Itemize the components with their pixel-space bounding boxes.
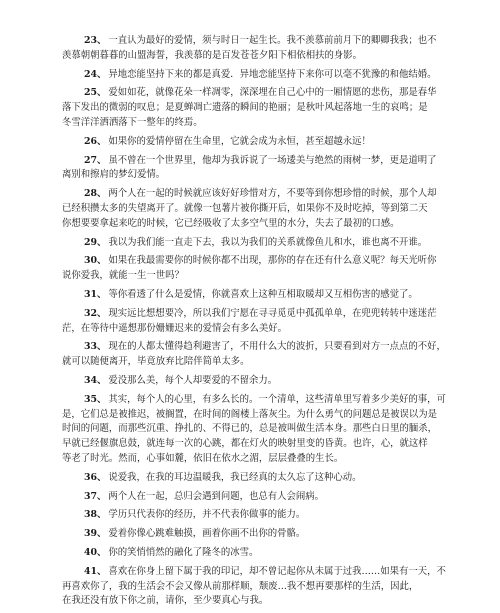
entry-number: 40、 [84,546,107,558]
entry-continuation-line [62,580,446,595]
entry-text: 喜欢在你身上留下属于我的印记，却不曾记起你从未属于过我……如果有一天，不 [108,565,446,577]
entry-first-line [62,288,446,303]
entry-text: 我以为我们能一直走下去，我以为我们的关系就像鱼儿和水，谁也离不开谁。 [108,236,428,248]
entry-first-line [62,154,446,169]
entry-number: 32、 [84,307,107,319]
entry-first-line [62,340,446,355]
entry-first-line [62,307,446,322]
entry-text: 说你爱我，就能一生一世吗？ [62,270,184,282]
list-item [62,34,446,64]
list-item [62,307,446,337]
entry-first-line [62,508,446,523]
entry-first-line [62,187,446,202]
entry-text: 一直认为最好的爱情，须与时日一起生长。我不羡慕前前月下的卿卿我我；也不 [108,35,437,46]
entry-number: 29、 [84,236,107,248]
list-item [62,393,446,467]
entry-number: 30、 [84,255,107,267]
entry-list [0,34,500,613]
entry-number: 35、 [84,393,107,405]
entry-first-line [62,393,446,408]
entry-continuation-line [62,355,446,370]
entry-number: 37、 [84,490,107,502]
entry-text: 早就已经偃旗息鼓，就连每一次的心跳，都在灯火的映射里变的昏黄。也许，心，就这样 [62,438,428,450]
entry-text: 虽不曾在一个世界里，他却为我诉说了一场逶美与绝然的雨树一梦，更是道明了 [108,154,437,166]
entry-continuation-line [62,202,446,217]
entry-number: 36、 [84,471,107,483]
entry-continuation-line [62,217,446,232]
entry-spacer [0,609,500,613]
entry-first-line [62,565,446,580]
list-item [62,154,446,184]
entry-number: 23、 [84,35,107,46]
entry-text: 其实，每个人的心里，有多么长的。一个清单，这些清单里写着多少美好的事，可 [108,393,446,405]
entry-text: 如果在我最需要你的时候你都不出现，那你的存在还有什么意义呢？每天光听你 [108,255,437,267]
entry-number: 41、 [84,565,107,577]
entry-text: 爱着你像心跳难触摸，画着你画不出你的骨骼。 [108,528,306,540]
entry-number: 39、 [84,528,107,540]
entry-text: 羡慕朝朝暮暮的山盟海誓，我羡慕的是百发苍苍夕阳下相依相扶的身影。 [62,49,363,61]
entry-text: 茫，在等待中遥想那份姗姗迟来的爱情会有多么美好。 [62,322,288,334]
entry-first-line [62,254,446,269]
entry-number: 38、 [84,509,107,521]
entry-text: 你的笑悄悄然的融化了隆冬的冰雪。 [108,546,259,558]
entry-text: 再喜欢你了，我的生活会不会又像从前那样顺，颓废…我不想再要那样的生活，因此， [62,580,419,592]
entry-text: 现在的人都太懂得趋利避害了，不用什么大的波折，只要看到对方一点点的不好， [108,341,446,353]
entry-text: 落下发出的微弱的叹息；是夏蝉凋亡遗落的瞬间的艳丽；是秋叶风起落地一生的哀鸣；是 [62,102,428,114]
entry-continuation-line [62,49,446,64]
entry-continuation-line [62,101,446,116]
entry-text: 如果你的爱情停留在生命里，它就会成为永恒，甚至超越永远！ [108,135,371,147]
entry-number: 31、 [84,288,107,300]
list-item [62,236,446,251]
entry-continuation-line [62,437,446,452]
entry-text: 学历只代表你的经历，并不代表你做事的能力。 [108,509,306,521]
entry-first-line [62,546,446,561]
entry-text: 爱如如花，就像花朵一样凋零，深深埋在自己心中的一厢情愿的悲伤，那是春华 [108,87,437,99]
entry-continuation-line [62,168,446,183]
list-item [62,288,446,303]
entry-text: 异地恋能坚持下来的都是真爱．异地恋能坚持下来你可以毫不犹豫的和他结婚。 [108,68,437,80]
entry-text: 等你看透了什么是爱情，你就喜欢上这种互相取暖却又互相伤害的感觉了。 [108,288,418,300]
list-item [62,340,446,370]
entry-continuation-line [62,116,446,131]
entry-number: 26、 [84,135,107,147]
list-item [62,490,446,505]
entry-text: 时间的问题，而那些沉重、挣扎的、不得已的，总是被叫做生活本身。那些白日里的腼杀， [62,423,438,435]
entry-text: 你想要要拿起来吃的时候，它已经吸收了太多空气里的水分，失去了最初的口感。 [62,217,400,229]
entry-number: 24、 [84,68,107,80]
entry-text: 是，它们总是被推迟，被搁置，在时间的阁楼上落灰尘。为什么勇气的问题总是被误以为是 [62,408,438,420]
entry-continuation-line [62,422,446,437]
entry-text: 离别和擦肩的梦幻爱情。 [62,169,166,181]
list-item [62,471,446,486]
entry-continuation-line [62,594,446,609]
entry-text: 爱没那么美，每个人却要爱的不留余力。 [108,374,278,386]
entry-number: 28、 [84,188,107,200]
list-item [62,565,446,609]
entry-first-line [62,236,446,251]
list-item [62,546,446,561]
list-item [62,527,446,542]
entry-continuation-line [62,322,446,337]
entry-text: 现实远比想想要冷，所以我们宁愿在寻寻觅觅中孤孤单单，在兜兜转转中迷迷茫 [108,307,437,319]
entry-text: 两个人在一起，总归会遇到问题，也总有人会闹病。 [108,490,325,502]
entry-first-line [62,374,446,389]
list-item [62,187,446,231]
entry-number: 34、 [84,374,107,386]
entry-first-line [62,135,446,150]
list-item [62,254,446,284]
entry-first-line [62,34,446,49]
list-item [62,68,446,83]
entry-first-line [62,68,446,83]
entry-first-line [62,471,446,486]
entry-first-line [62,527,446,542]
entry-continuation-line [62,269,446,284]
entry-text: 说爱我，在我的耳边温暖我，我已经真的太久忘了这种心动。 [108,471,362,483]
entry-text: 冬雪洋洋洒洒落下一整年的终焉。 [62,116,203,128]
entry-first-line [62,490,446,505]
list-item [62,374,446,389]
entry-text: 两个人在一起的时候就应该好好珍惜对方，不要等到你想珍惜的时候，那个人却 [108,188,437,200]
entry-number: 33、 [84,341,107,353]
list-item [62,508,446,523]
list-item [62,86,446,130]
entry-continuation-line [62,452,446,467]
entry-number: 25、 [84,87,107,99]
entry-text: 就可以随便离开，毕竟放弃比陪伴简单太多。 [62,356,250,368]
list-item [62,135,446,150]
entry-text: 已经积攒太多的失望离开了。就像一包薯片被你撕开后，如果你不及时吃掉，等到第二天 [62,202,428,214]
entry-text: 在我还没有放下你之前，请你，至少要真心与我。 [62,595,269,607]
entry-number: 27、 [84,154,107,166]
entry-text: 等老了时光。然而，心事如麓，依旧在依水之湄，层层叠叠的生长。 [62,452,344,464]
entry-first-line [62,86,446,101]
entry-continuation-line [62,408,446,423]
